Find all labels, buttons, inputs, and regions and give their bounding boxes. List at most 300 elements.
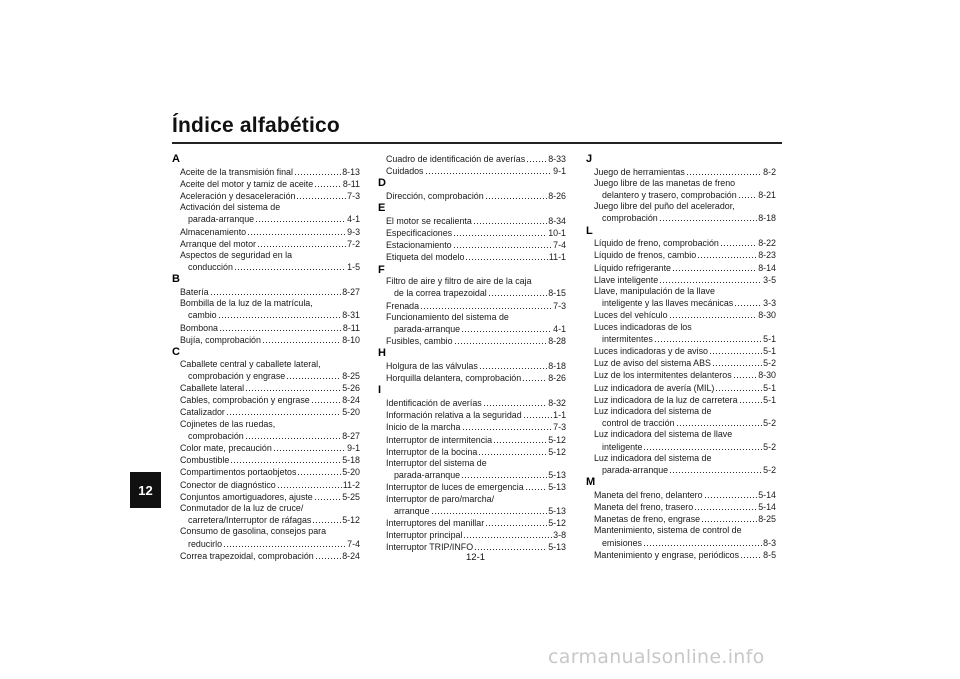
index-entry-text: comprobación (188, 430, 244, 441)
dot-leader (733, 369, 758, 378)
index-entry-text: comprobación y engrase (188, 370, 286, 381)
dot-leader (493, 434, 547, 443)
dot-leader (247, 226, 346, 235)
dot-leader (485, 517, 547, 526)
dot-leader (488, 287, 547, 296)
index-entry-text: Caballete lateral (180, 383, 245, 394)
index-entry-text: Juego libre del puño del acelerador, (594, 201, 735, 212)
index-entry-text: Batería (180, 287, 209, 298)
index-entry (586, 429, 776, 452)
index-entry-text: Luces del vehículo (594, 310, 668, 321)
index-entry (172, 550, 360, 562)
index-letter-heading: F (378, 263, 385, 276)
index-entry-text: Líquido de freno, comprobación (594, 238, 719, 249)
index-entry-page: 5-20 (342, 467, 360, 478)
index-entry-text: Almacenamiento (180, 226, 247, 237)
index-entry-page: 5-1 (763, 394, 776, 405)
index-entry-text: Mantenimiento y engrase, periódicos (594, 549, 740, 560)
index-entry (586, 513, 776, 525)
index-entry-text: Conector de diagnóstico (180, 479, 276, 490)
index-entry-text: Catalizador (180, 407, 225, 418)
index-entry (586, 201, 776, 224)
dot-leader (709, 345, 762, 354)
dot-leader (465, 251, 547, 260)
dot-leader (262, 334, 341, 343)
index-entry-text: Interruptor de la bocina (386, 446, 478, 457)
index-entry-text: carretera/Interruptor de ráfagas (188, 515, 312, 526)
index-entry-page: 11-2 (342, 479, 360, 490)
dot-leader (654, 333, 762, 342)
dot-leader (672, 262, 757, 271)
index-entry-text: parada-arranque (394, 324, 461, 335)
index-entry-text: Cojinetes de las ruedas, (180, 418, 276, 429)
index-entry-text: Holgura de las válvulas (386, 361, 478, 372)
index-entry-text: Llave inteligente (594, 274, 659, 285)
index-entry (172, 202, 360, 225)
index-entry (586, 237, 776, 249)
index-entry-page: 5-18 (342, 455, 360, 466)
dot-leader (453, 239, 553, 248)
index-entry-page: 5-13 (548, 482, 566, 493)
index-entry (172, 166, 360, 178)
index-entry (378, 458, 566, 481)
dot-leader (473, 215, 547, 224)
index-entry-page: 5-25 (342, 491, 360, 502)
index-entry (378, 529, 566, 541)
index-entry-text: inteligente y las llaves mecánicas (602, 298, 734, 309)
index-entry-text: Luz indicadora del sistema de (594, 452, 712, 463)
dot-leader (738, 189, 758, 198)
index-entry-text: Caballete central y caballete lateral, (180, 358, 321, 369)
index-entry-page: 9-1 (347, 443, 360, 454)
index-entry (378, 446, 566, 458)
dot-leader (234, 261, 346, 270)
index-entry-page: 7-4 (347, 538, 360, 549)
dot-leader (485, 190, 548, 199)
index-letter-heading: I (378, 384, 382, 397)
index-entry-page: 7-4 (553, 240, 566, 251)
index-entry-page: 8-26 (548, 373, 566, 384)
index-entry-page: 9-3 (347, 226, 360, 237)
dot-leader (314, 491, 342, 500)
index-entry-text: Interruptor TRIP/INFO (386, 542, 474, 553)
index-entry (378, 409, 566, 421)
index-entry (586, 525, 776, 548)
index-entry (378, 300, 566, 312)
dot-leader (273, 442, 346, 451)
index-entry-page: 8-23 (758, 250, 776, 261)
index-entry (586, 309, 776, 321)
dot-leader (720, 237, 757, 246)
index-entry-page: 8-15 (548, 288, 566, 299)
index-entry-page: 8-13 (342, 166, 360, 177)
index-entry (172, 491, 360, 503)
index-entry-page: 8-14 (758, 262, 776, 273)
index-entry (172, 226, 360, 238)
index-letter-heading: L (586, 224, 593, 237)
index-entry-page: 5-13 (548, 470, 566, 481)
index-entry-text: Cuadro de identificación de averías (386, 154, 526, 164)
index-entry-text: Interruptor de paro/marcha/ (386, 493, 495, 504)
index-column-2 (378, 153, 566, 554)
index-entry-text: Luz de los intermitentes delanteros (594, 370, 732, 381)
index-entry-text: Luces indicadoras y de aviso (594, 346, 708, 357)
dot-leader (425, 165, 553, 174)
index-entry-page: 8-25 (342, 370, 360, 381)
dot-leader (474, 541, 547, 550)
dot-leader (694, 501, 757, 510)
index-entry (172, 334, 360, 346)
index-entry-text: Aceite del motor y tamiz de aceite (180, 178, 314, 189)
index-entry-text: Aspectos de seguridad en la (180, 250, 292, 261)
index-letter-heading: C (172, 346, 180, 359)
index-entry (378, 312, 566, 335)
index-entry (378, 190, 566, 202)
index-entry-text: Fusibles, cambio (386, 336, 453, 347)
index-entry-text: Correa trapezoidal, comprobación (180, 550, 314, 561)
index-entry-text: Interruptor principal (386, 530, 463, 541)
index-entry (172, 454, 360, 466)
dot-leader (223, 538, 346, 547)
dot-leader (420, 300, 552, 309)
index-entry-page: 5-20 (342, 407, 360, 418)
index-entry-text: Horquilla delantera, comprobación (386, 373, 522, 384)
index-entry-page: 1-1 (553, 410, 566, 421)
dot-leader (462, 421, 553, 430)
index-entry-page: 8-27 (342, 430, 360, 441)
dot-leader (526, 153, 547, 162)
index-entry (586, 453, 776, 476)
index-entry (378, 165, 566, 177)
index-entry (172, 526, 360, 549)
dot-leader (704, 489, 758, 498)
dot-leader (523, 409, 553, 418)
dot-leader (312, 514, 341, 523)
index-entry-text: control de tracción (602, 418, 675, 429)
index-entry (586, 489, 776, 501)
index-entry-text: Líquido refrigerante (594, 262, 671, 273)
index-entry (172, 298, 360, 321)
index-entry-page: 5-13 (548, 505, 566, 516)
index-entry-page: 10-1 (548, 228, 566, 238)
index-entry (586, 357, 776, 369)
index-entry-text: Juego de herramientas (594, 166, 685, 177)
index-entry-page: 8-30 (758, 310, 776, 321)
index-entry-page: 8-11 (342, 178, 360, 189)
dot-leader (453, 227, 547, 236)
index-entry-text: parada-arranque (602, 465, 669, 476)
dot-leader (257, 238, 346, 247)
index-entry-page: 8-34 (548, 215, 566, 226)
index-entry (172, 466, 360, 478)
title-rule (172, 142, 782, 144)
index-entry-text: Cables, comprobación y engrase (180, 395, 310, 406)
index-entry-text: reducirlo (188, 538, 223, 549)
dot-leader (739, 394, 763, 403)
index-entry (172, 238, 360, 250)
index-entry-page: 1-5 (347, 262, 360, 273)
index-entry-page: 8-24 (342, 550, 360, 561)
index-letter-heading: J (586, 153, 593, 165)
index-entry-page: 8-11 (342, 322, 360, 333)
index-entry-text: Color mate, precaución (180, 443, 272, 454)
index-entry-page: 5-12 (548, 434, 566, 445)
index-entry (378, 153, 566, 165)
index-entry (586, 262, 776, 274)
dot-leader (294, 166, 341, 175)
index-entry-text: Líquido de frenos, cambio (594, 250, 697, 261)
index-entry (586, 178, 776, 201)
index-entry (586, 249, 776, 261)
index-entry (586, 369, 776, 381)
index-entry (172, 190, 360, 202)
index-entry-text: Llave, manipulación de la llave (594, 286, 715, 297)
index-entry (586, 549, 776, 561)
index-entry (172, 479, 360, 491)
index-entry-page: 7-3 (347, 191, 360, 201)
index-entry-text: Luz indicadora del sistema de llave (594, 429, 733, 440)
index-entry-text: Luz indicadora de la luz de carretera (594, 394, 738, 405)
index-entry-text: intermitentes (602, 333, 653, 344)
index-entry-text: Filtro de aire y filtro de aire de la caja (386, 276, 532, 287)
index-entry (172, 406, 360, 418)
index-entry-text: Interruptores del manillar (386, 518, 485, 529)
index-entry-text: Conjuntos amortiguadores, ajuste (180, 491, 313, 502)
index-entry-page: 8-18 (548, 361, 566, 372)
index-entry-text: Frenada (386, 300, 420, 311)
index-entry-text: cambio (188, 310, 217, 321)
index-entry-page: 8-22 (758, 238, 776, 249)
dot-leader (219, 322, 342, 331)
index-letter-heading: A (172, 153, 180, 165)
index-entry-text: Luces indicadoras de los (594, 321, 692, 332)
index-entry (586, 345, 776, 357)
index-entry-page: 5-14 (758, 489, 776, 500)
index-entry-text: Aceleración y desaceleración (180, 191, 296, 201)
index-entry-text: inteligente (602, 441, 643, 452)
index-entry-text: Mantenimiento, sistema de control de (594, 525, 742, 536)
index-entry (172, 382, 360, 394)
index-entry-text: Información relativa a la seguridad (386, 410, 522, 421)
index-entry-text: Funcionamiento del sistema de (386, 311, 509, 322)
index-entry-text: Cuidados (386, 166, 424, 177)
index-entry-page: 5-2 (763, 358, 776, 369)
index-entry-page: 8-32 (548, 398, 566, 409)
index-entry (172, 442, 360, 454)
index-entry (172, 322, 360, 334)
dot-leader (461, 469, 547, 478)
index-entry-page: 8-28 (548, 336, 566, 347)
index-entry-text: emisiones (602, 537, 642, 548)
index-entry-page: 8-10 (342, 334, 360, 345)
index-entry-text: Compartimentos portaobjetos (180, 467, 297, 478)
index-entry-text: Aceite de la transmisión final (180, 166, 293, 177)
dot-leader (286, 370, 341, 379)
index-entry (378, 227, 566, 239)
dot-leader (478, 446, 547, 455)
index-entry-page: 8-26 (548, 191, 566, 201)
index-entry-page: 3-5 (763, 274, 776, 285)
index-entry (586, 166, 776, 178)
index-entry (378, 421, 566, 433)
page-title: Índice alfabético (172, 114, 340, 137)
index-entry (586, 394, 776, 406)
index-entry-text: Identificación de averías (386, 398, 482, 409)
dot-leader (255, 213, 346, 222)
index-entry-text: Juego libre de las manetas de freno (594, 177, 736, 188)
index-entry-page: 8-21 (758, 190, 776, 200)
index-entry (172, 419, 360, 442)
index-entry-text: Luz de aviso del sistema ABS (594, 358, 711, 369)
dot-leader (245, 430, 341, 439)
index-entry-page: 4-1 (347, 214, 360, 225)
index-entry-text: Interruptor del sistema de (386, 458, 487, 469)
index-entry-text: parada-arranque (188, 214, 255, 225)
dot-leader (712, 357, 762, 366)
dot-leader (734, 297, 762, 306)
dot-leader (296, 190, 346, 199)
dot-leader (461, 323, 552, 332)
index-entry-page: 8-25 (758, 514, 776, 525)
index-entry-text: Bombilla de la luz de la matrícula, (180, 298, 313, 309)
dot-leader (431, 505, 548, 514)
index-entry (586, 286, 776, 309)
index-entry-page: 5-2 (763, 441, 776, 452)
index-entry-text: delantero y trasero, comprobación (602, 190, 737, 200)
dot-leader (522, 372, 547, 381)
index-entry-text: Inicio de la marcha (386, 422, 461, 433)
index-entry (172, 250, 360, 273)
index-entry (378, 251, 566, 263)
dot-leader (669, 464, 762, 473)
dot-leader (297, 466, 341, 475)
index-letter-heading: E (378, 202, 386, 215)
index-entry-text: Maneta del freno, delantero (594, 489, 703, 500)
index-entry (378, 335, 566, 347)
index-entry-page: 8-27 (342, 287, 360, 298)
index-entry-text: conducción (188, 262, 233, 273)
index-entry-page: 4-1 (553, 324, 566, 335)
dot-leader (463, 529, 552, 538)
index-entry (586, 406, 776, 429)
index-entry-page: 5-12 (548, 518, 566, 529)
dot-leader (669, 309, 758, 318)
chapter-tab: 12 (130, 472, 161, 508)
dot-leader (218, 309, 342, 318)
dot-leader (230, 454, 341, 463)
index-entry-page: 5-14 (758, 502, 776, 513)
index-entry-text: Manetas de freno, engrase (594, 514, 701, 525)
index-entry (378, 276, 566, 299)
index-entry-page: 5-2 (763, 418, 776, 429)
index-entry (378, 239, 566, 251)
index-entry-text: comprobación (602, 213, 658, 224)
dot-leader (277, 479, 342, 488)
index-entry-text: Combustible (180, 455, 230, 466)
index-entry-page: 8-3 (763, 537, 776, 548)
dot-leader (740, 549, 762, 558)
index-column-1 (172, 153, 360, 562)
index-letter-heading: D (378, 177, 386, 190)
index-entry-text: El motor se recalienta (386, 215, 472, 226)
index-entry-page: 5-2 (763, 465, 776, 476)
index-entry (586, 322, 776, 345)
page-number: 12-1 (466, 552, 486, 563)
dot-leader (245, 382, 341, 391)
index-entry (586, 501, 776, 513)
index-entry-page: 8-30 (758, 370, 776, 381)
index-column-3 (586, 153, 776, 561)
index-entry-page: 5-1 (763, 382, 776, 393)
dot-leader (483, 397, 548, 406)
index-entry-page: 5-12 (342, 515, 360, 526)
index-entry-page: 5-13 (548, 542, 566, 553)
index-entry-page: 5-1 (763, 333, 776, 344)
dot-leader (659, 212, 757, 221)
index-entry-text: Bombona (180, 322, 218, 333)
dot-leader (643, 441, 762, 450)
index-entry (378, 517, 566, 529)
dot-leader (676, 417, 763, 426)
dot-leader (311, 394, 341, 403)
index-entry (378, 215, 566, 227)
index-entry-page: 5-26 (342, 383, 360, 394)
index-entry-text: de la correa trapezoidal (394, 288, 487, 299)
index-entry-text: Interruptor de luces de emergencia (386, 482, 524, 493)
index-entry (172, 394, 360, 406)
index-entry-text: Estacionamiento (386, 240, 452, 251)
index-entry-page: 5-1 (763, 346, 776, 357)
dot-leader (314, 178, 342, 187)
index-letter-heading: H (378, 347, 386, 360)
index-entry (172, 503, 360, 526)
dot-leader (643, 537, 762, 546)
index-entry (378, 494, 566, 517)
index-letter-heading: B (172, 273, 180, 286)
index-entry-text: Activación del sistema de (180, 202, 281, 213)
index-entry (586, 382, 776, 394)
index-entry-text: Arranque del motor (180, 238, 256, 249)
dot-leader (315, 550, 342, 559)
dot-leader (210, 286, 342, 295)
index-entry-text: Luz indicadora de avería (MIL) (594, 382, 715, 393)
index-entry-page: 3-3 (763, 298, 776, 309)
index-entry-text: Etiqueta del modelo (386, 252, 465, 263)
index-entry-text: parada-arranque (394, 470, 461, 481)
index-entry-text: Especificaciones (386, 228, 453, 238)
index-entry-page: 8-5 (763, 549, 776, 560)
index-entry-text: Interruptor de intermitencia (386, 434, 493, 445)
index-entry-text: Conmutador de la luz de cruce/ (180, 503, 304, 514)
index-entry (378, 372, 566, 384)
dot-leader (659, 274, 762, 283)
index-entry-page: 9-1 (553, 166, 566, 177)
index-entry-page: 8-18 (758, 213, 776, 224)
index-entry-page: 8-31 (342, 310, 360, 321)
index-entry-page: 7-3 (553, 300, 566, 311)
index-entry-page: 7-2 (347, 238, 360, 249)
index-entry-page: 11-1 (548, 252, 566, 263)
index-entry-page: 7-3 (553, 422, 566, 433)
index-entry (378, 481, 566, 493)
index-entry-text: Consumo de gasolina, consejos para (180, 526, 327, 537)
index-entry-page: 3-8 (553, 530, 566, 541)
index-entry-text: arranque (394, 505, 430, 516)
dot-leader (525, 481, 548, 490)
index-entry-page: 8-33 (548, 154, 566, 164)
index-entry-page: 5-12 (548, 446, 566, 457)
dot-leader (686, 166, 762, 175)
